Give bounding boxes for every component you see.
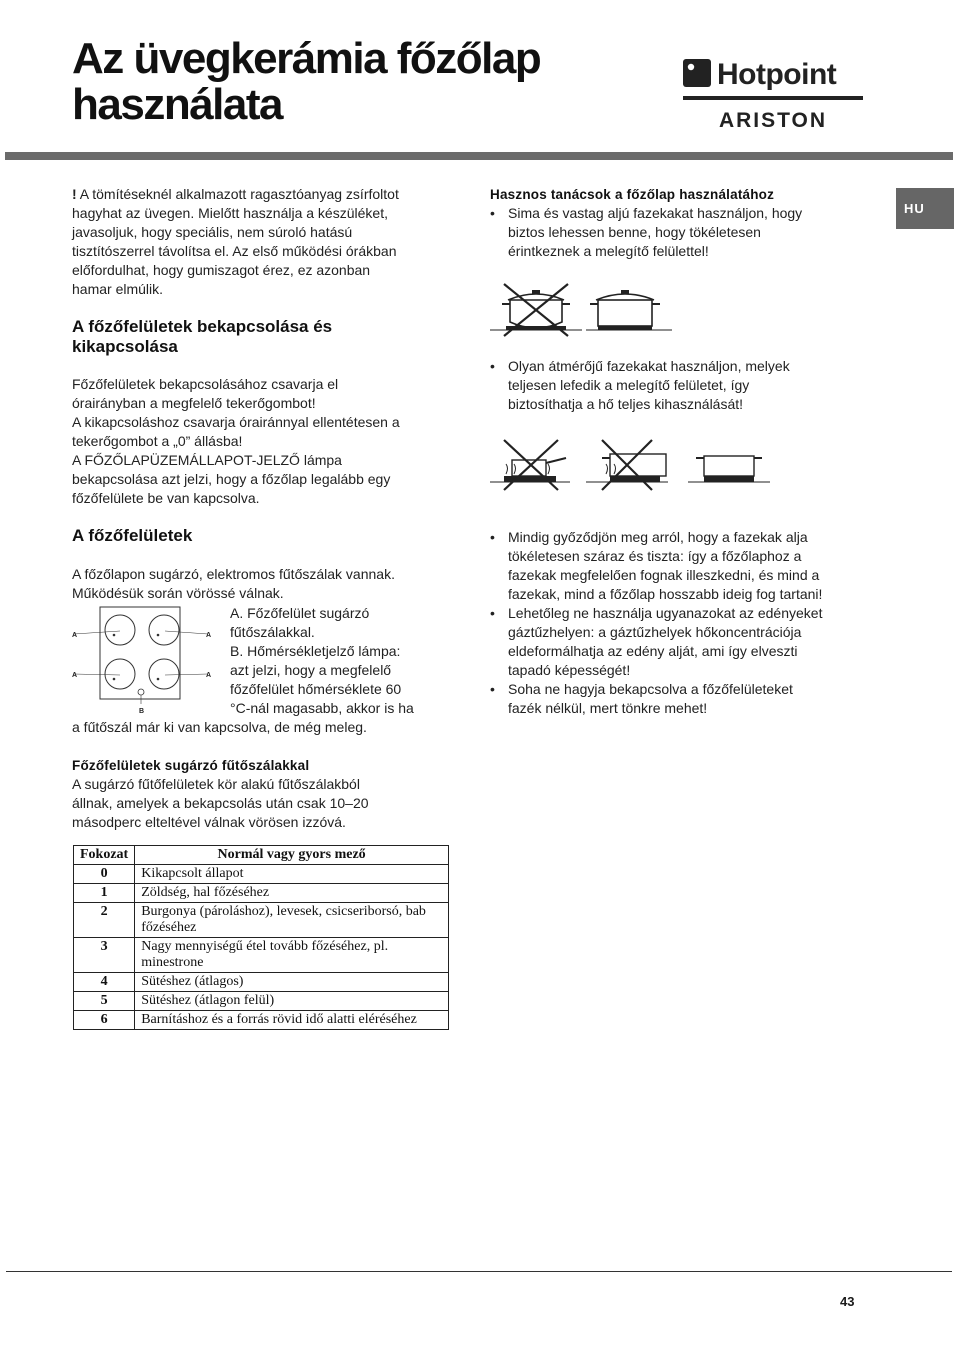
page-title	[72, 36, 632, 128]
table-cell-use: Burgonya (pároláshoz), levesek, csicseriborsó, bab főzéséhez	[135, 903, 449, 938]
table-cell-level: 3	[74, 938, 135, 973]
radiant-text: A sugárzó fűtőfelületek kör alakú fűtőszálakból állnak, amelyek a bekapcsolás után csak 10–20 másodperc elteltével válnak vörösen izzóvá.	[72, 776, 369, 830]
warning-mark: !	[72, 186, 77, 202]
uneven-pot-icon	[490, 284, 582, 336]
table-cell-use: Barnításhoz és a forrás rövid idő alatti eléréséhez	[135, 1011, 449, 1030]
pot-size-illustration	[490, 436, 772, 494]
label-b: B	[139, 708, 145, 715]
warning-note: ! A tömítéseknél alkalmazott ragasztóanyag zsírfoltot hagyhat az üvegen. Mielőtt használja a készüléket, javasoljuk, hogy speciális, nem súroló hatású tisztítószerrel távolítsa el. Az első működési órákban előfordulhat, hogy gumiszagot érez, ez azonban hamar elmúlik.	[72, 186, 399, 297]
table-cell-level: 0	[74, 865, 135, 884]
section-heading-surfaces: A főzőfelületek	[72, 526, 193, 545]
table-cell-level: 2	[74, 903, 135, 938]
section-heading-switching: A főzőfelületek bekapcsolása és kikapcsolása	[72, 317, 333, 356]
list-item: • Mindig győződjön meg arról, hogy a fazekak alja tökéletesen száraz és tiszta: így a főzőlaphoz a fazekak megfelelően fognak illeszkedni, és mind a fazekak, mind a főzőlap hosszabb ideig fog tartani!	[490, 529, 823, 602]
power-table-wrap	[73, 845, 449, 1030]
switching-text: Főzőfelületek bekapcsolásához csavarja el órairányban a megfelelő tekerőgombot! A kikapcsoláshoz csavarja órairánnyal ellentétesen a tekerőgombot a „0” állásba! A FŐZŐLAPÜZEMÁLLAPOT-JELZŐ lámpa bekapcsolása azt jelzi, hogy a főzőlap legalább egy főzőfelülete be van kapcsolva.	[72, 376, 400, 506]
table-row	[74, 1011, 449, 1030]
table-cell-use: Kikapcsolt állapot	[135, 865, 449, 884]
bottom-rule	[6, 1271, 952, 1272]
top-rule	[5, 152, 953, 160]
burner-bottom-left	[105, 659, 135, 689]
table-row	[74, 938, 449, 973]
table-cell-level: 1	[74, 884, 135, 903]
power-level-table	[73, 845, 449, 1030]
table-row	[74, 903, 449, 938]
table-row	[74, 865, 449, 884]
diagram-legend-end: a fűtőszál már ki van kapcsolva, de még meleg.	[72, 719, 367, 735]
logo-square-icon	[683, 59, 711, 87]
diagram-legend: A. Főzőfelület sugárzó fűtőszálakkal. B. Hőmérsékletjelző lámpa: azt jelzi, hogy a megfelelő főzőfelület hőmérséklete 60 °C-nál magasabb, akkor is ha	[230, 605, 414, 716]
label-a-4: A	[206, 672, 212, 679]
hotpoint-ariston-logo	[682, 56, 864, 132]
table-cell-level: 6	[74, 1011, 135, 1030]
table-row	[74, 884, 449, 903]
tip-2: • Olyan átmérőjű fazekakat használjon, melyek teljesen lefedik a melegítő felületet, így biztosíthatja a hő teljes kihasználását!	[490, 358, 790, 412]
page-number: 43	[840, 1294, 855, 1309]
list-item: • Soha ne hagyja bekapcsolva a főzőfelületeket fazék nélkül, mert tönkre mehet!	[490, 681, 793, 716]
burner-top-left	[105, 615, 135, 645]
medium-pot-wrong-icon	[586, 440, 668, 490]
small-pot-wrong-icon	[490, 440, 570, 490]
label-a-3: A	[72, 672, 78, 679]
label-a-1: A	[72, 632, 78, 639]
table-cell-level: 5	[74, 992, 135, 1011]
title-line-2: használata	[72, 80, 282, 129]
table-header-row	[74, 846, 449, 865]
flat-pot-icon	[586, 290, 672, 330]
tip-1: • Sima és vastag aljú fazekakat használjon, hogy biztos lehessen benne, hogy tökéletesen érintkeznek a melegítő felülettel!	[490, 205, 803, 259]
table-cell-use: Nagy mennyiségű étel tovább főzéséhez, pl. minestrone	[135, 938, 449, 973]
tips-heading: Hasznos tanácsok a főzőlap használatához	[490, 187, 775, 202]
section-heading-radiant: Főzőfelületek sugárzó fűtőszálakkal	[72, 758, 310, 773]
logo-sub: ARISTON	[718, 109, 828, 132]
pot-base-illustration	[490, 282, 676, 340]
logo-brand: Hotpoint	[717, 58, 837, 91]
table-row	[74, 973, 449, 992]
table-cell-use: Sütéshez (átlagos)	[135, 973, 449, 992]
hob-diagram	[70, 604, 218, 716]
title-line-1: Az üvegkerámia főzőlap	[72, 34, 541, 83]
table-cell-use: Sütéshez (átlagon felül)	[135, 992, 449, 1011]
burner-bottom-right	[149, 659, 179, 689]
table-header-level: Fokozat	[74, 846, 135, 865]
indicator-lamp-icon	[138, 689, 144, 695]
list-item: • Lehetőleg ne használja ugyanazokat az edényeket gáztűzhelyen: a gáztűzhelyek hőkoncentrációja eldeformálhatja az edény alját, ami így elveszti tapadó képességét!	[490, 605, 823, 678]
label-a-2: A	[206, 632, 212, 639]
table-header-use: Normál vagy gyors mező	[135, 846, 449, 865]
language-tab: HU	[896, 188, 954, 229]
correct-pot-icon	[688, 456, 770, 482]
tips-list	[490, 528, 862, 718]
table-cell-level: 4	[74, 973, 135, 992]
burner-top-right	[149, 615, 179, 645]
table-row	[74, 992, 449, 1011]
surfaces-intro: A főzőlapon sugárzó, elektromos fűtőszálak vannak. Működésük során vörössé válnak.	[72, 566, 395, 601]
table-cell-use: Zöldség, hal főzéséhez	[135, 884, 449, 903]
